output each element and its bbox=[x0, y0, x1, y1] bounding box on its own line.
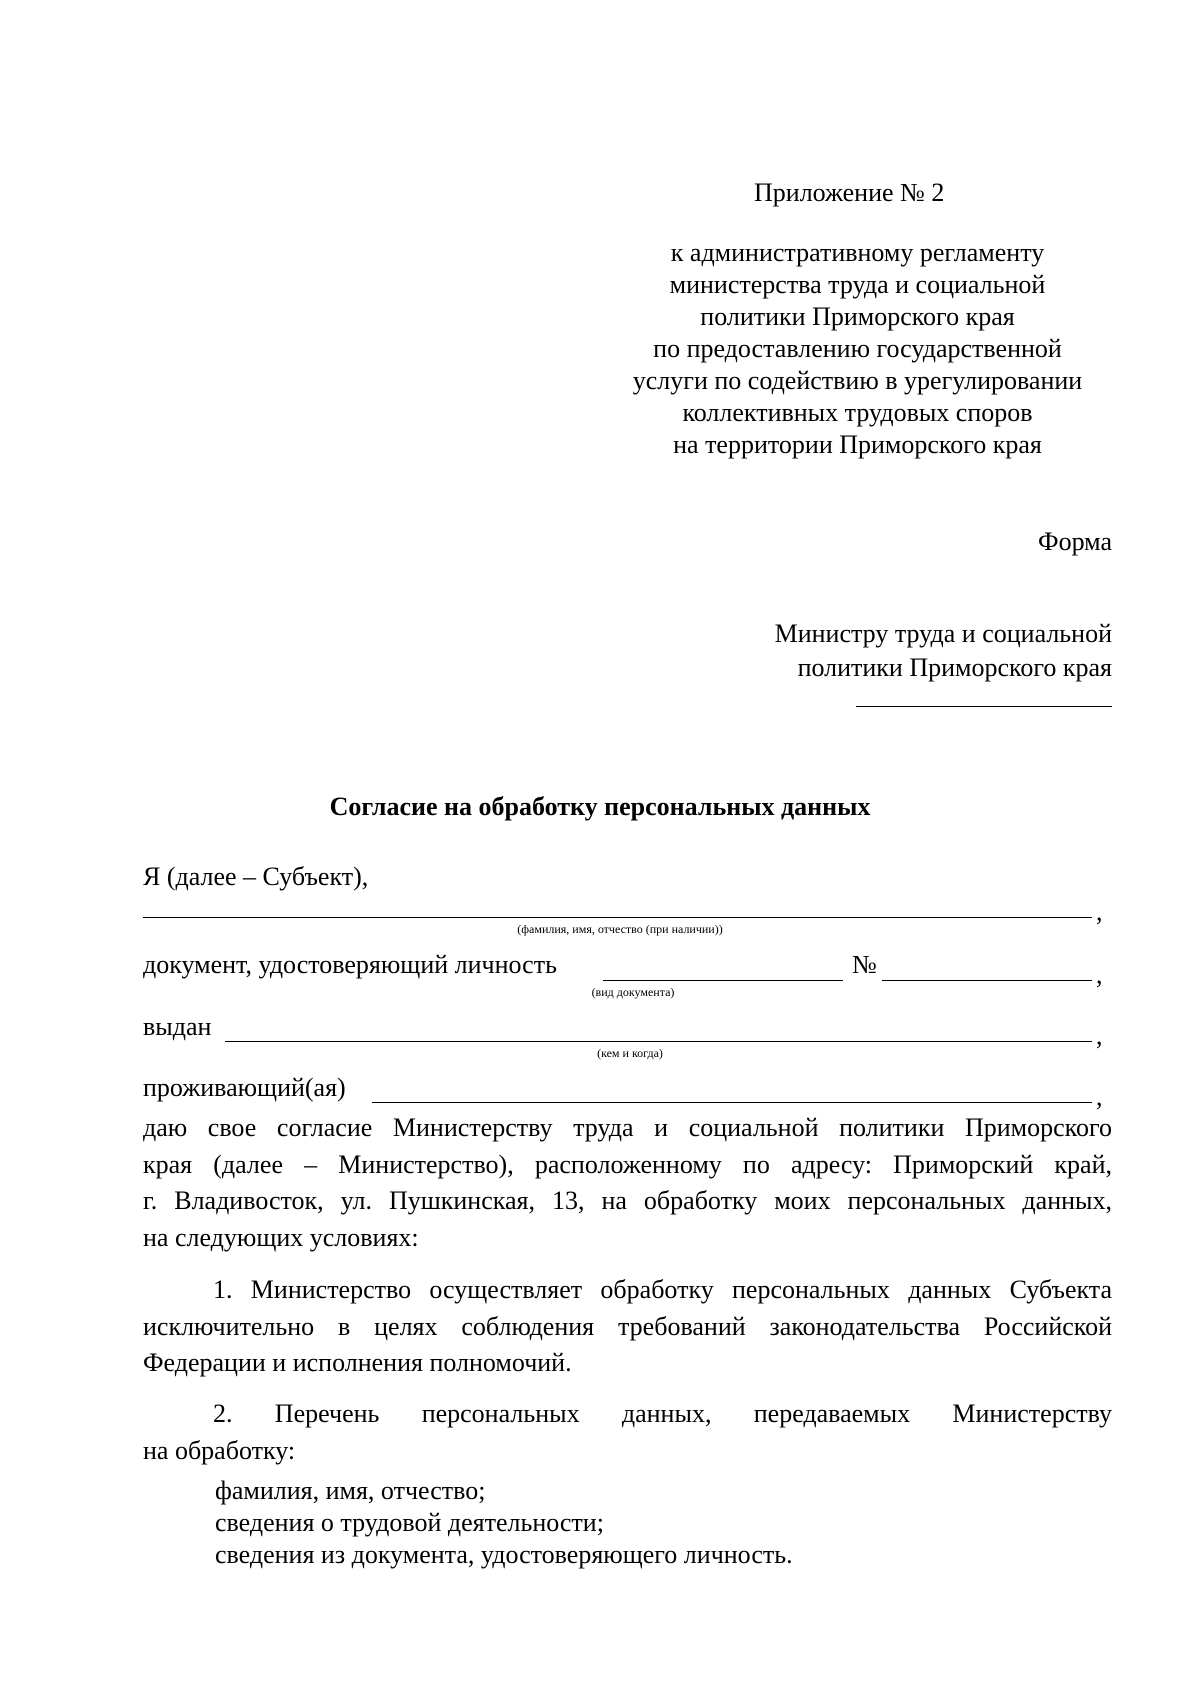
document-number-label: № bbox=[852, 950, 877, 979]
appendix-line: к административному регламенту bbox=[670, 238, 1045, 267]
residing-address-field[interactable] bbox=[372, 1102, 1092, 1103]
addressee-line-2: политики Приморского края bbox=[797, 653, 1112, 682]
appendix-line: услуги по содействию в урегулировании bbox=[632, 366, 1083, 395]
appendix-line: коллективных трудовых споров bbox=[682, 398, 1033, 427]
document-number-field[interactable] bbox=[882, 980, 1092, 981]
comma: , bbox=[1096, 1021, 1103, 1050]
consent-line: г. Владивосток, ул. Пушкинская, 13, на обработку моих персональных данных, bbox=[143, 1186, 1112, 1215]
residing-label: проживающий(ая) bbox=[143, 1073, 346, 1102]
identity-document-label: документ, удостоверяющий личность bbox=[143, 950, 557, 979]
personal-data-list bbox=[215, 1475, 793, 1571]
comma: , bbox=[1096, 960, 1103, 989]
subject-intro: Я (далее – Субъект), bbox=[143, 862, 369, 891]
appendix-line: на территории Приморского края bbox=[673, 430, 1042, 459]
issued-label: выдан bbox=[143, 1012, 212, 1041]
consent-line: даю свое согласие Министерству труда и социальной политики Приморского bbox=[143, 1113, 1112, 1142]
comma: , bbox=[1096, 1082, 1103, 1111]
clause-2-line: на обработку: bbox=[143, 1435, 296, 1465]
appendix-line: по предоставлению государственной bbox=[653, 334, 1062, 363]
addressee-block bbox=[775, 617, 1112, 685]
document-title: Согласие на обработку персональных данных bbox=[329, 792, 871, 821]
appendix-line: политики Приморского края bbox=[700, 302, 1015, 331]
clause-1 bbox=[143, 1272, 1112, 1382]
clause-2 bbox=[143, 1396, 1112, 1469]
form-label: Форма bbox=[1038, 527, 1112, 556]
issued-by-field[interactable] bbox=[225, 1041, 1092, 1042]
document-type-field[interactable] bbox=[603, 980, 843, 981]
consent-line: на следующих условиях: bbox=[143, 1222, 419, 1252]
addressee-line-1: Министру труда и социальной bbox=[774, 619, 1112, 648]
appendix-reference bbox=[610, 237, 1105, 461]
clause-2-line: 2. Перечень персональных данных, передаваемых Министерству bbox=[213, 1399, 1112, 1428]
list-item: фамилия, имя, отчество; bbox=[215, 1476, 486, 1505]
addressee-signature-line[interactable] bbox=[856, 706, 1112, 707]
clause-1-line: 1. Министерство осуществляет обработку персональных данных Субъекта bbox=[213, 1275, 1112, 1304]
appendix-title: Приложение № 2 bbox=[754, 178, 945, 207]
issued-hint: (кем и когда) bbox=[597, 1046, 663, 1060]
list-item: сведения из документа, удостоверяющего личность. bbox=[215, 1540, 793, 1569]
clause-1-line: Федерации и исполнения полномочий. bbox=[143, 1348, 572, 1377]
document-type-hint: (вид документа) bbox=[591, 985, 675, 999]
full-name-hint: (фамилия, имя, отчество (при наличии)) bbox=[517, 922, 723, 936]
list-item: сведения о трудовой деятельности; bbox=[215, 1508, 604, 1537]
consent-paragraph bbox=[143, 1110, 1112, 1256]
clause-1-line: исключительно в целях соблюдения требований законодательства Российской bbox=[143, 1311, 1112, 1341]
full-name-field[interactable] bbox=[143, 917, 1092, 918]
appendix-line: министерства труда и социальной bbox=[669, 270, 1046, 299]
consent-line: края (далее – Министерство), расположенному по адресу: Приморский край, bbox=[143, 1149, 1112, 1179]
comma: , bbox=[1096, 897, 1103, 926]
